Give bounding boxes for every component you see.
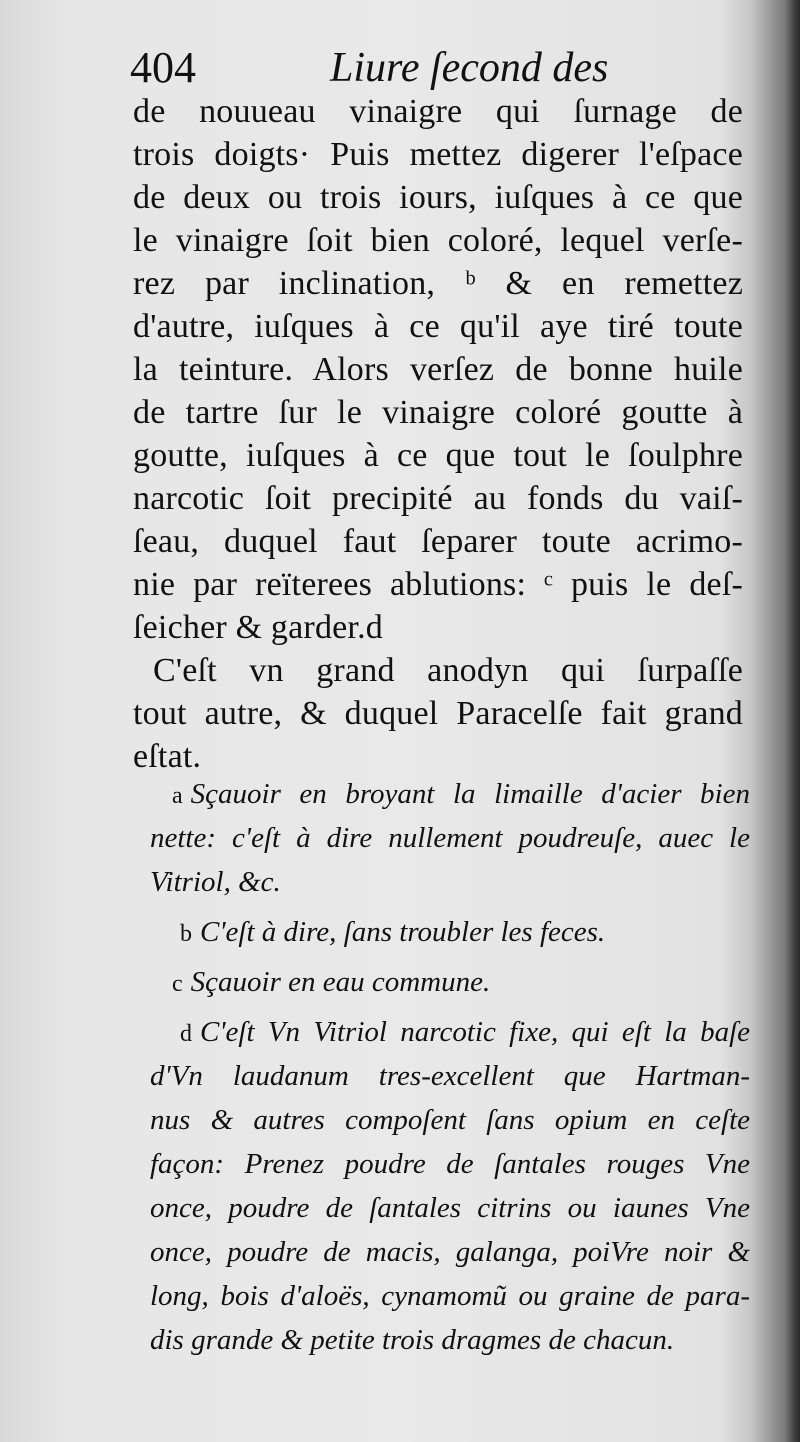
page-gutter-shadow	[752, 0, 800, 1442]
text-line: nie par reïterees ablutions: ᶜ puis le deſ-	[133, 566, 743, 603]
text-line: de tartre ſur le vinaigre coloré goutte à	[133, 394, 743, 431]
note-letter: d	[180, 1021, 192, 1047]
text-line: le vinaigre ſoit bien coloré, lequel verſe-	[133, 222, 743, 259]
note-line: nus & autres compoſent ſans opium en ceſte	[150, 1104, 750, 1136]
text-line: la teinture. Alors verſez de bonne huile	[133, 351, 743, 388]
text-line: trois doigts· Puis mettez digerer l'eſpace	[133, 136, 743, 173]
text-line: eſtat.	[133, 738, 202, 775]
text-line: C'eſt vn grand anodyn qui ſurpaſſe	[153, 652, 743, 689]
text-line: d'autre, iuſques à ce qu'il aye tiré toute	[133, 308, 743, 345]
page-header	[130, 38, 630, 98]
note-line: long, bois d'aloës, cynamomũ ou graine de para-	[150, 1280, 750, 1312]
text-line: tout autre, & duquel Paracelſe fait grand	[133, 695, 743, 732]
note-text: C'eſt à dire, ſans troubler les feces.	[200, 916, 606, 948]
page-number: 404	[130, 43, 196, 92]
note-c	[150, 960, 750, 1004]
text-line: ſeicher & garder.d	[133, 609, 383, 646]
text-line: goutte, iuſques à ce que tout le ſoulphre	[133, 437, 743, 474]
note-text: C'eſt Vn Vitriol narcotic fixe, qui eſt la baſe	[200, 1016, 750, 1048]
text-line: rez par inclination, ᵇ & en remettez	[133, 265, 743, 302]
note-b	[150, 910, 750, 954]
note-line: Vitriol, &c.	[150, 866, 281, 898]
note-line: d'Vn laudanum tres-excellent que Hartman-	[150, 1060, 750, 1092]
note-line: façon: Prenez poudre de ſantales rouges Vne	[150, 1148, 750, 1180]
note-letter: a	[172, 783, 183, 809]
note-line: nette: c'eſt à dire nullement poudreuſe, auec le	[150, 822, 750, 854]
note-letter: c	[172, 971, 183, 997]
note-text: Sçauoir en eau commune.	[190, 966, 491, 998]
main-text	[133, 90, 743, 778]
note-line: once, poudre de macis, galanga, poiVre noir &	[150, 1236, 750, 1268]
note-letter: b	[180, 921, 192, 947]
text-line: de nouueau vinaigre qui ſurnage de	[133, 93, 743, 130]
note-line	[150, 960, 750, 1004]
note-line	[150, 772, 750, 816]
note-line: once, poudre de ſantales citrins ou iaunes Vne	[150, 1192, 750, 1224]
note-text: Sçauoir en broyant la limaille d'acier bien	[190, 778, 750, 810]
note-line	[150, 910, 750, 954]
marginal-notes	[150, 772, 750, 1362]
text-line: ſeau, duquel faut ſeparer toute acrimo-	[133, 523, 743, 560]
note-line: dis grande & petite trois dragmes de chacun.	[150, 1324, 675, 1356]
note-a	[150, 772, 750, 904]
text-line: narcotic ſoit precipité au fonds du vaiſ-	[133, 480, 743, 517]
running-head: Liure ſecond des	[330, 45, 609, 91]
note-d	[150, 1010, 750, 1362]
note-line	[150, 1010, 750, 1054]
text-line: de deux ou trois iours, iuſques à ce que	[133, 179, 743, 216]
